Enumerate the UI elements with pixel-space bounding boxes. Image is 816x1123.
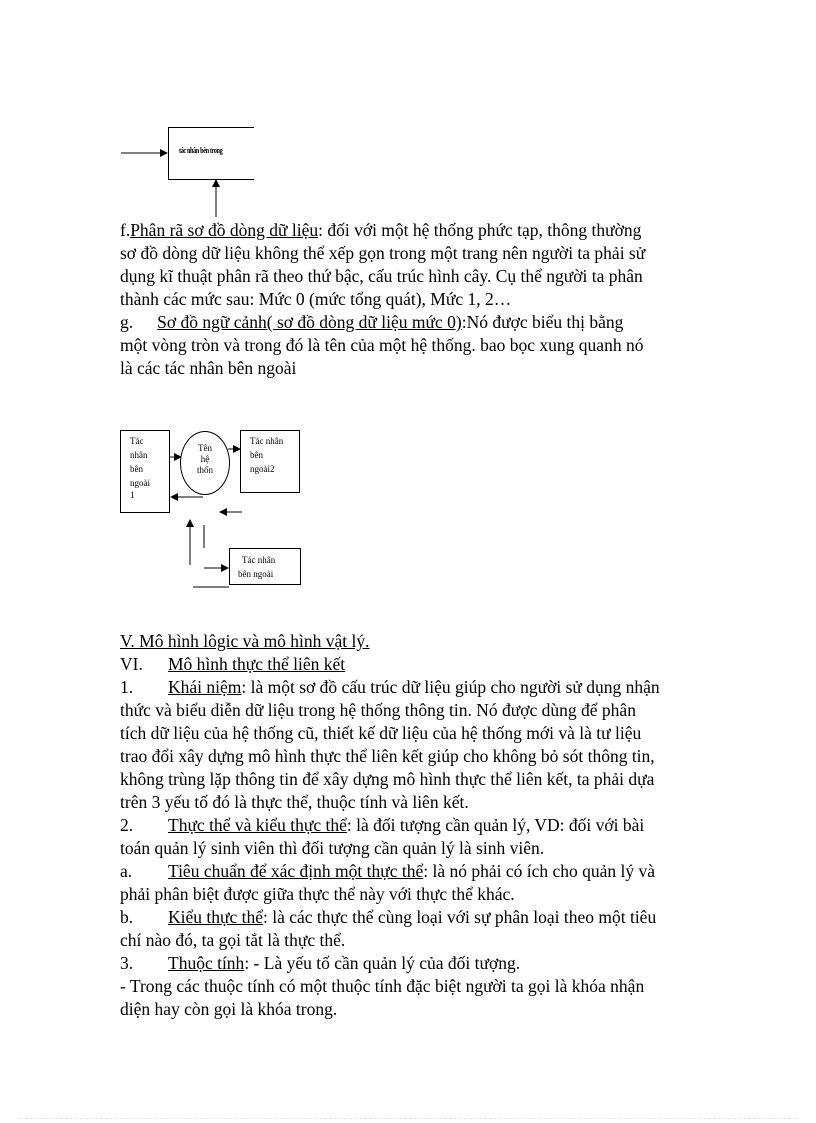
system-circle-line: hệ [200, 454, 210, 464]
agent3-line: bên ngoài [238, 569, 274, 579]
item3-line-3: diện hay còn gọi là khóa trong. [120, 999, 338, 1019]
item1-line-6: trên 3 yếu tố đó là thực thể, thuộc tính và liên kết. [120, 792, 469, 812]
agent2-line: ngoài2 [250, 464, 275, 474]
section-f-line-1 [120, 219, 700, 242]
item1-line-3: tích dữ liệu của hệ thống cũ, thiết kế dữ liệu của hệ thống mới và là tư liệu [120, 723, 642, 743]
external-agent-2-box [240, 430, 300, 493]
item-b-line1-rest: : là các thực thể cùng loại với sự phân loại theo một tiêu [263, 907, 657, 927]
section-g-line-1 [120, 311, 700, 334]
section-g-line-2: một vòng tròn và trong đó là tên của một hệ thống. bao bọc xung quanh nó [120, 335, 644, 355]
heading-v [120, 630, 700, 653]
item-b-title: Kiểu thực thể [168, 907, 264, 927]
item-b-number: b. [120, 907, 134, 927]
system-circle-line: thốn [196, 465, 213, 475]
section-g-marker: g. [120, 312, 134, 332]
system-circle-line: Tên [198, 443, 212, 453]
item2-title: Thực thể và kiểu thực thể [168, 815, 347, 835]
section-f-line-2: sơ đồ dòng dữ liệu không thể xếp gọn trong một trang nên người ta phải sử [120, 243, 646, 263]
internal-agent-box [168, 127, 254, 180]
heading-vi-number: VI. [120, 654, 143, 674]
item3-line-1 [120, 952, 700, 975]
heading-v-text: V. Mô hình lôgic và mô hình vật lý. [120, 631, 370, 651]
item2-line1-rest: : là đối tượng cần quản lý, VD: đối với bài [346, 815, 645, 835]
item-a-title: Tiêu chuẩn để xác định một thực thể [168, 861, 424, 881]
item2-number: 2. [120, 815, 134, 835]
heading-vi-text: Mô hình thực thể liên kết [168, 654, 346, 674]
agent2-line: bên [250, 450, 263, 460]
item-a-line-1 [120, 860, 700, 883]
section-f-marker: f. [120, 220, 131, 240]
agent1-line: bên [130, 464, 143, 474]
item1-line-5: không trùng lặp thông tin để xây dựng mô hình thực thể liên kết, ta phải dựa [120, 769, 655, 789]
item2-line-2: toán quản lý sinh viên thì đối tượng cần quản lý là sinh viên. [120, 838, 545, 858]
section-g-line1-rest: :Nó được biểu thị bằng [461, 312, 624, 332]
system-circle [180, 431, 230, 495]
item1-line-1 [120, 676, 700, 699]
item-a-line-2: phải phân biệt được giữa thực thể này với thực thể khác. [120, 884, 515, 904]
external-agent-3-box [229, 548, 301, 585]
heading-vi [120, 653, 700, 676]
section-g-title: Sơ đồ ngữ cảnh( sơ đồ dòng dữ liệu mức 0) [157, 312, 462, 332]
agent1-line: 1 [130, 490, 135, 500]
section-f-line-4: thành các mức sau: Mức 0 (mức tổng quát), Mức 1, 2… [120, 289, 512, 309]
page-bottom-rule [20, 1118, 796, 1119]
item1-number: 1. [120, 677, 134, 697]
external-agent-1-box [120, 430, 170, 513]
item-a-line1-rest: : là nó phải có ích cho quản lý và [423, 861, 656, 881]
item-b-line-2: chí nào đó, ta gọi tắt là thực thể. [120, 930, 346, 950]
item-b-line-1 [120, 906, 700, 929]
agent2-line: Tác nhân [250, 436, 284, 446]
agent1-line: Tác [130, 436, 144, 446]
agent1-line: ngoài [130, 478, 150, 488]
section-g-line-3: là các tác nhân bên ngoài [120, 358, 297, 378]
item1-line-4: trao đổi xây dựng mô hình thực thể liên kết giúp cho không bỏ sót thông tin, [120, 746, 655, 766]
internal-agent-label: tác nhân bên trong [179, 146, 223, 155]
agent1-line: nhân [130, 450, 148, 460]
item3-line1-rest: : - Là yếu tố cần quản lý của đối tượng. [244, 953, 521, 973]
item3-title: Thuộc tính [168, 953, 245, 973]
item1-line-2: thức và biểu diễn dữ liệu trong hệ thống thông tin. Nó được dùng để phân [120, 700, 636, 720]
item-a-number: a. [120, 861, 133, 881]
item3-number: 3. [120, 953, 134, 973]
section-f-line1-rest: : đối với một hệ thống phức tạp, thông thường [318, 220, 642, 240]
agent3-line: Tác nhân [242, 555, 276, 565]
item1-title: Khái niệm [168, 677, 242, 697]
item2-line-1 [120, 814, 700, 837]
item3-line-2: - Trong các thuộc tính có một thuộc tính đặc biệt người ta gọi là khóa nhận [120, 976, 645, 996]
item1-line1-rest: : là một sơ đồ cấu trúc dữ liệu giúp cho người sử dụng nhận [241, 677, 660, 697]
section-f-title: Phân rã sơ đồ dòng dữ liệu [130, 220, 319, 240]
section-f-line-3: dụng kĩ thuật phân rã theo thứ bậc, cấu trúc hình cây. Cụ thể người ta phân [120, 266, 643, 286]
